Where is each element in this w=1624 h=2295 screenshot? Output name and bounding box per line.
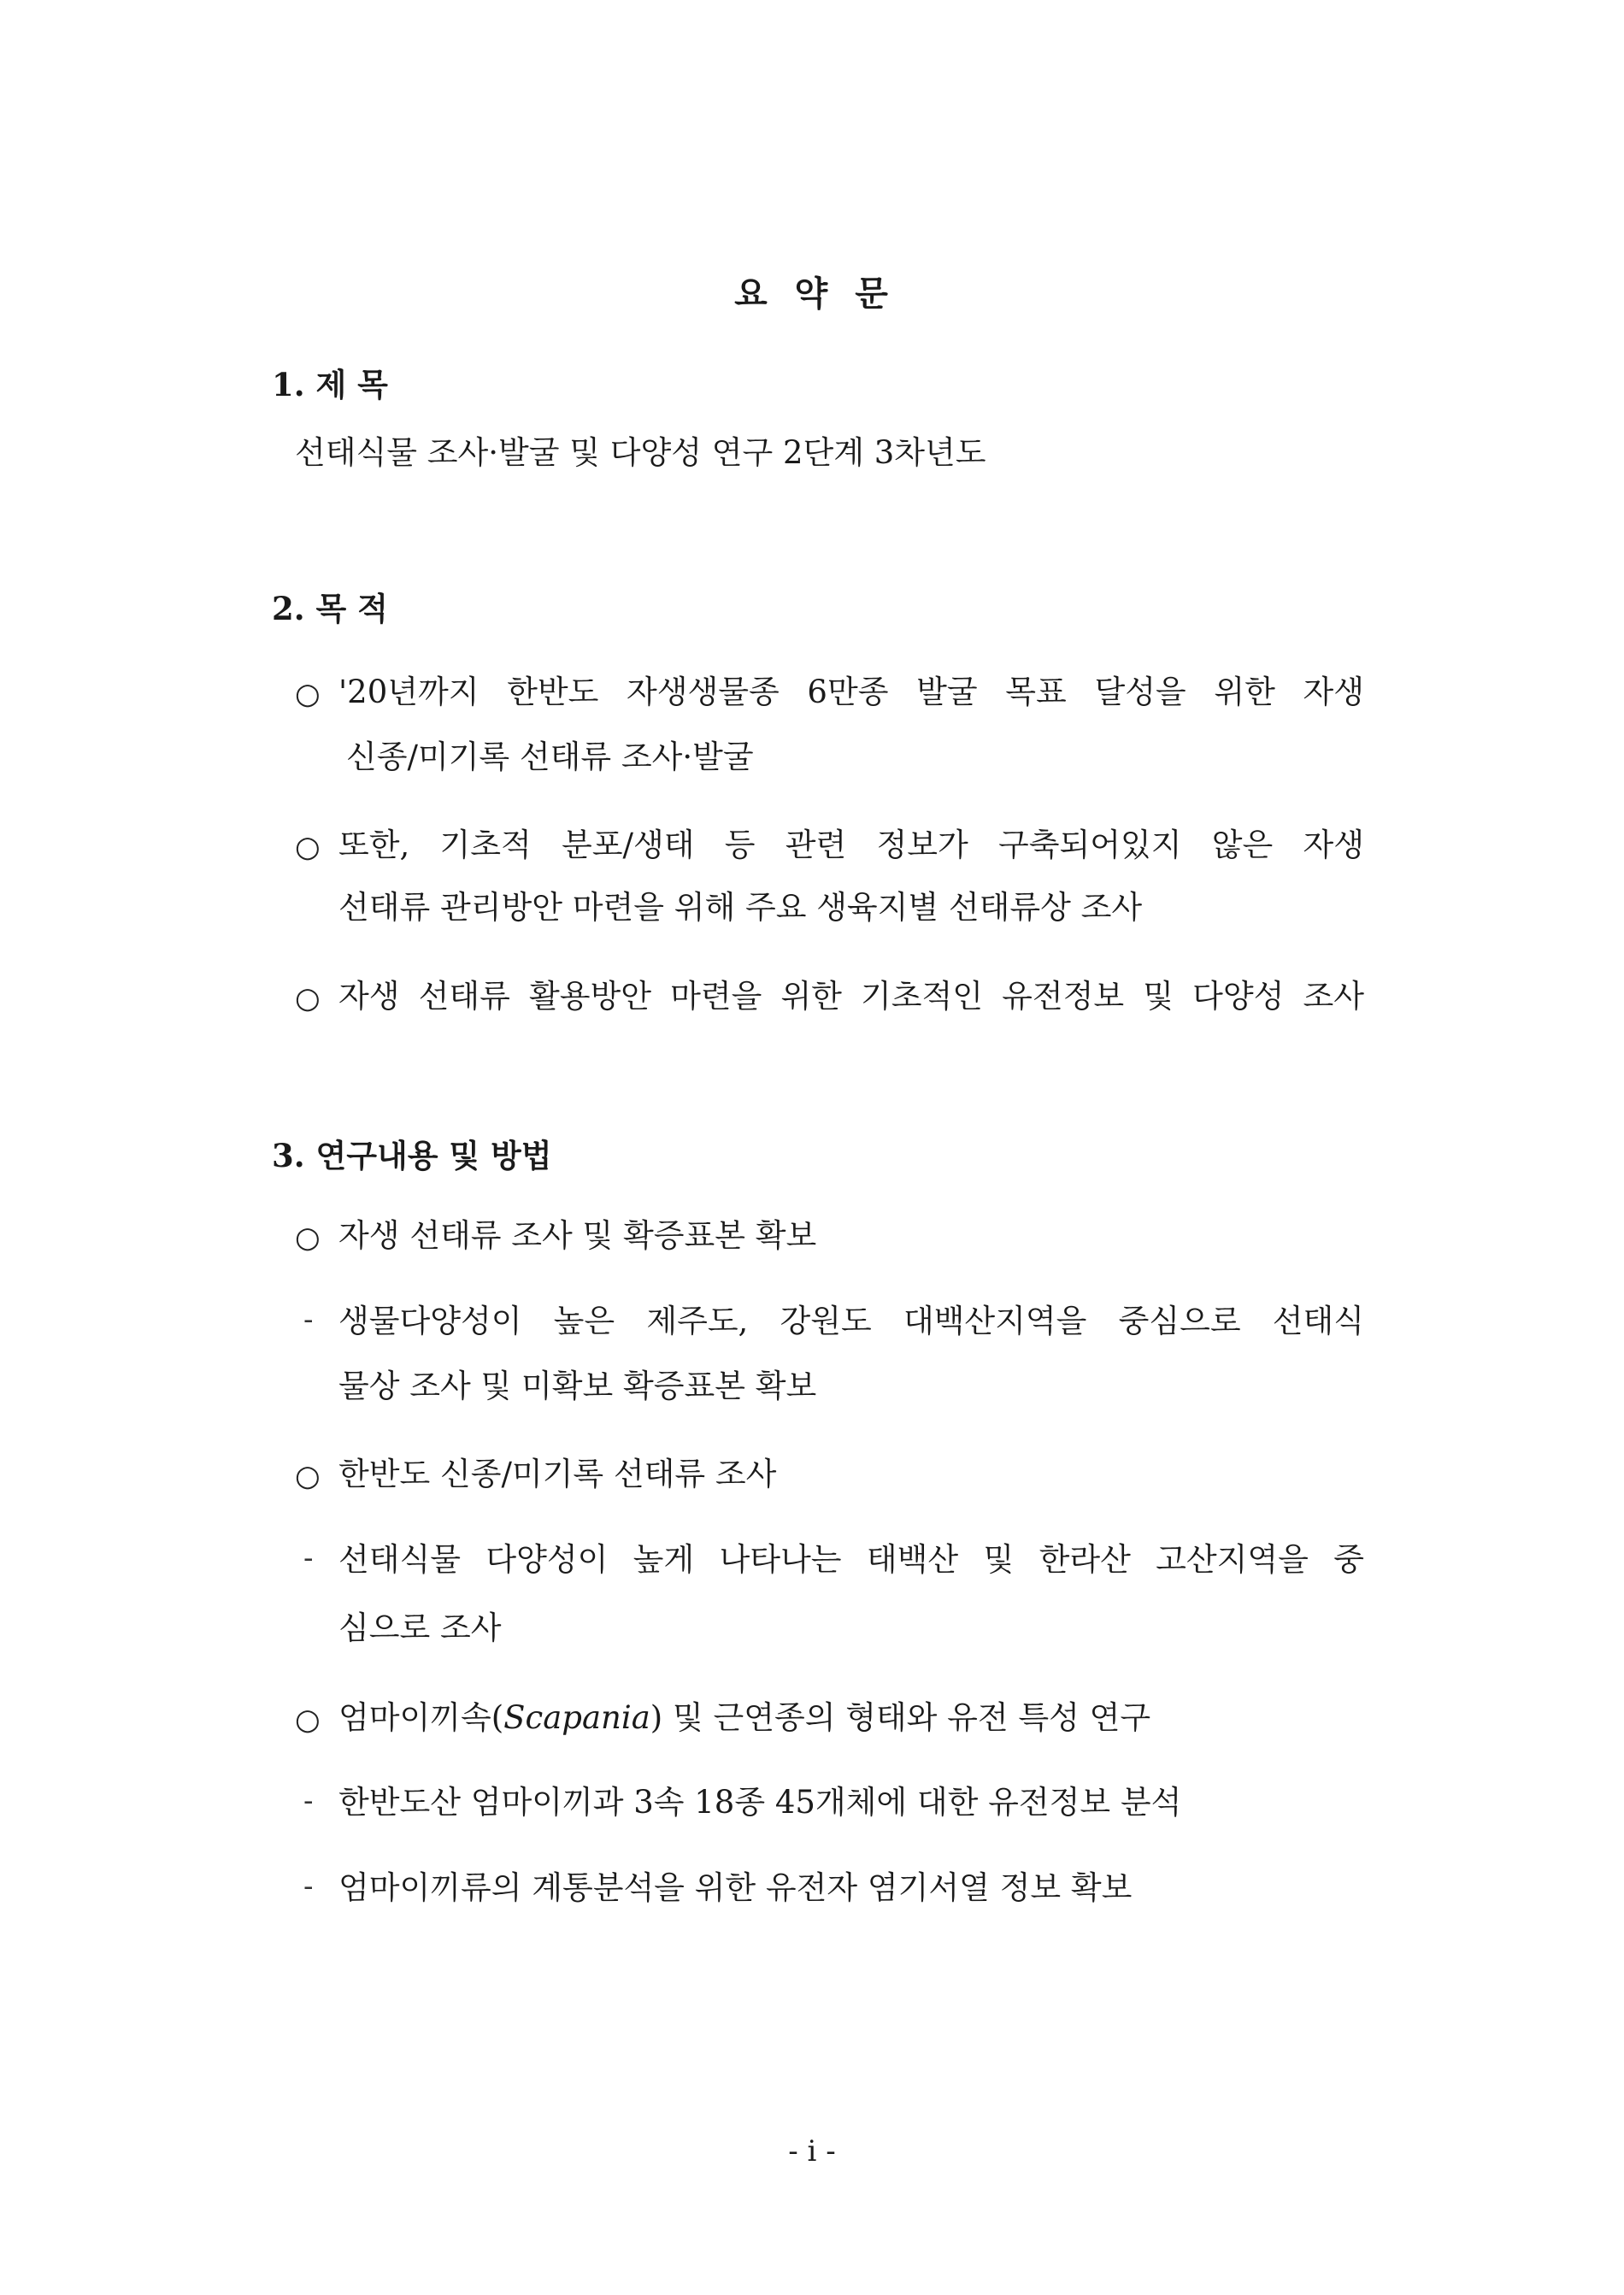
method-item-5-text-b: ) 및 근연종의 형태와 유전 특성 연구 [650,1699,1151,1736]
purpose-item-3-line1: 자생 선태류 활용방안 마련을 위한 기초적인 유전정보 및 다양성 조사 [338,978,1364,1015]
dash-marker: - [303,1303,314,1337]
dash-marker: - [303,1784,314,1818]
dash-marker: - [303,1869,314,1904]
document-title: 요 약 문 [734,274,890,314]
method-item-2-line2: 물상 조사 및 미확보 확증표본 확보 [338,1368,817,1404]
project-title-text: 선태식물 조사·발굴 및 다양성 연구 2단계 3차년도 [295,434,986,471]
section-heading-title: 1. 제 목 [272,366,388,403]
genus-name-scapania: Scapania [503,1699,650,1736]
method-item-5 [338,1699,1150,1737]
purpose-item-2-line1: 또한, 기초적 분포/생태 등 관련 정보가 구축되어있지 않은 자생 [338,827,1364,863]
method-item-6: 한반도산 엄마이끼과 3속 18종 45개체에 대한 유전정보 분석 [338,1784,1182,1821]
bullet-marker: ○ [295,1221,321,1255]
bullet-marker: ○ [295,1703,321,1737]
purpose-item-1-line2: 신종/미기록 선태류 조사·발굴 [346,739,754,775]
bullet-marker: ○ [295,981,321,1015]
purpose-item-2-line2: 선태류 관리방안 마련을 위해 주요 생육지별 선태류상 조사 [338,889,1143,926]
page-number: - i - [788,2134,836,2168]
bullet-marker: ○ [295,830,321,864]
section-heading-methods: 3. 연구내용 및 방법 [272,1137,552,1174]
method-item-2-line1: 생물다양성이 높은 제주도, 강원도 대백산지역을 중심으로 선태식 [338,1303,1364,1339]
method-item-4-line1: 선태식물 다양성이 높게 나타나는 태백산 및 한라산 고산지역을 중 [338,1541,1364,1578]
method-item-5-text-a: 엄마이끼속( [338,1699,504,1736]
purpose-item-1-line1: '20년까지 한반도 자생생물종 6만종 발굴 목표 달성을 위한 자생 [338,674,1364,710]
method-item-4-line2: 심으로 조사 [338,1609,502,1646]
method-item-3: 한반도 신종/미기록 선태류 조사 [338,1456,777,1492]
dash-marker: - [303,1541,314,1575]
bullet-marker: ○ [295,677,321,711]
method-item-1: 자생 선태류 조사 및 확증표본 확보 [338,1217,817,1254]
method-item-7: 엄마이끼류의 계통분석을 위한 유전자 염기서열 정보 확보 [338,1869,1133,1906]
bullet-marker: ○ [295,1459,321,1493]
section-heading-purpose: 2. 목 적 [272,590,388,627]
